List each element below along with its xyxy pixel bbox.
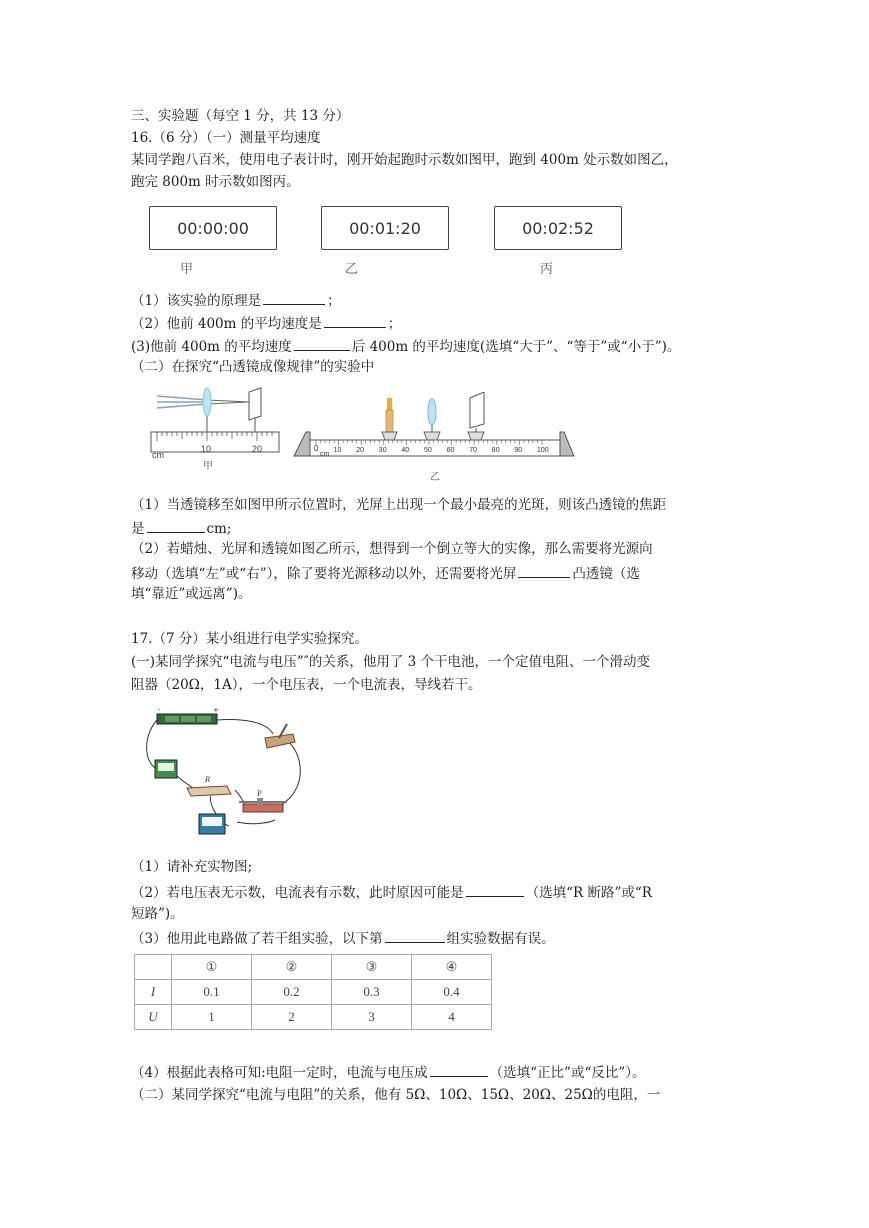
answer-blank[interactable] [263, 290, 325, 305]
q16-p1-end: ； [327, 293, 341, 309]
q17-c2-text: （2）若电压表无示数，电流表有示数，此时原因可能是 [131, 885, 464, 901]
light-ray [157, 396, 207, 400]
answer-blank[interactable] [147, 518, 205, 533]
timer-yi: 00:01:20 [321, 206, 449, 250]
q17-c3-text: （3）他用此电路做了若干组实验，以下第 [131, 931, 383, 947]
q17-c1: （1）请补充实物图; [131, 859, 253, 875]
q16-l1: （1）当透镜移至如图甲所示位置时，光屏上出现一个最小最亮的光斑，则该凸透镜的焦距 [131, 497, 667, 513]
q17-c3-end: 组实验数据有误。 [446, 931, 555, 947]
answer-blank[interactable] [430, 1062, 488, 1077]
screen-holder [468, 432, 484, 440]
bench-tick-label: 50 [424, 447, 432, 454]
bench-tick-label: 90 [514, 447, 523, 454]
q16-p1-text: （1）该实验的原理是 [131, 293, 262, 309]
bench-tick-label: 30 [378, 447, 387, 454]
bench-unit: cm [320, 451, 330, 458]
table-row [135, 1005, 492, 1030]
q17-intro-1: (一)某同学探究“电流与电压”″的关系，他用了 3 个干电池，一个定值电阻、一个滑动变 [131, 654, 651, 670]
bench-tick-label: 60 [446, 447, 455, 454]
table-cell: 0.1 [172, 980, 252, 1005]
wire [275, 742, 300, 808]
table-cell: 2 [252, 1005, 332, 1030]
slider-label: P [257, 790, 262, 798]
wire [237, 820, 275, 824]
bench-tick-label: 10 [333, 447, 342, 454]
q17-intro-2: 阻器（20Ω，1A），一个电压表，一个电流表，导线若干。 [131, 677, 482, 693]
q16-p3-end: 后 400m 的平均速度(选填“大于”、“等于”或“小于”)。 [351, 339, 681, 355]
voltmeter-dial [158, 763, 174, 771]
bench-zero: 0 [314, 444, 319, 453]
q16-part2: （二）在探究“凸透镜成像规律”的实验中 [131, 359, 375, 375]
table-cell: 1 [172, 1005, 252, 1030]
optical-bench-figure [290, 392, 575, 484]
bench-tick-label: 40 [401, 447, 410, 454]
ruler-unit: cm [152, 450, 164, 460]
q16-l2b [131, 563, 640, 583]
timer-label-bing: 丙 [540, 262, 554, 277]
candle-holder [382, 432, 397, 440]
q16-p3 [131, 336, 680, 356]
q16-p3-text: (3)他前 400m 的平均速度 [131, 339, 292, 355]
candle-flame [387, 398, 392, 410]
battery-cell [181, 716, 195, 722]
q16-l1-end: cm; [206, 521, 232, 537]
table-cell: 0.4 [412, 980, 492, 1005]
ruler-tick-label: 20 [252, 444, 263, 454]
answer-blank[interactable] [518, 563, 570, 578]
rheostat-slider [257, 798, 263, 806]
convex-lens [428, 399, 436, 425]
section-title: 三、实验题（每空 1 分，共 13 分） [131, 108, 350, 124]
answer-blank[interactable] [385, 928, 445, 943]
light-ray [207, 400, 249, 402]
table-cell: 3 [332, 1005, 412, 1030]
q17-part2: （二）某同学探究“电流与电阻”的关系，他有 5Ω、10Ω、15Ω、20Ω、25Ω的电阻，一 [131, 1087, 661, 1103]
timer-label-jia: 甲 [180, 262, 194, 277]
q17-c2 [131, 882, 652, 902]
figure-label: 甲 [203, 461, 213, 470]
battery-plus: + [213, 708, 219, 714]
q16-l1b [131, 518, 231, 538]
q17-c2-end: （选填“R 断路”或“R [525, 885, 652, 901]
battery-cell [165, 716, 179, 722]
table-row-name: I [135, 980, 172, 1005]
table-cell: 0.2 [252, 980, 332, 1005]
ruler-tick-label: 10 [201, 444, 212, 454]
table-cell [135, 955, 172, 980]
table-cell: ① [172, 955, 252, 980]
q16-p1 [131, 290, 341, 310]
lens-holder [424, 432, 440, 440]
figure-label: 乙 [430, 472, 440, 483]
answer-blank[interactable] [294, 336, 350, 351]
table-header-row [135, 955, 492, 980]
bench-tick-label: 100 [537, 447, 549, 454]
table-row [135, 980, 492, 1005]
circuit-figure [143, 708, 313, 840]
light-screen [470, 392, 484, 428]
bench-tick-label: 70 [469, 447, 477, 454]
q16-p2-end: ； [387, 316, 402, 332]
bench-tick-label: 80 [491, 447, 500, 454]
table-row-name: U [135, 1005, 172, 1030]
q17-c3 [131, 928, 555, 948]
light-ray [157, 404, 207, 408]
lens-figure [149, 386, 284, 470]
wire [217, 720, 273, 734]
battery-minus: - [158, 708, 161, 714]
candle [386, 410, 393, 432]
fixed-resistor [187, 786, 231, 796]
light-ray [207, 402, 249, 404]
q16-intro-2: 跑完 800m 时示数如图丙。 [131, 174, 300, 190]
timer-jia: 00:00:00 [149, 206, 277, 250]
q17-heading: 17.（7 分）某小组进行电学实验探究。 [131, 631, 368, 647]
q16-l2: （2）若蜡烛、光屏和透镜如图乙所示，想得到一个倒立等大的实像，那么需要将光源向 [131, 541, 653, 557]
q16-l2-end: 凸透镜（选 [572, 566, 640, 582]
ammeter-dial [202, 817, 222, 826]
data-table [134, 954, 492, 1030]
q17-c4 [131, 1062, 646, 1082]
table-cell: ④ [412, 955, 492, 980]
q16-l2-text: 移动（选填“左”或“右”），除了要将光源移动以外，还需要将光屏 [131, 566, 517, 582]
table-cell: 4 [412, 1005, 492, 1030]
answer-blank[interactable] [324, 313, 386, 328]
answer-blank[interactable] [466, 882, 524, 897]
light-screen [249, 388, 261, 420]
q16-heading: 16.（6 分）（一）测量平均速度 [131, 130, 321, 146]
q17-c2c: 短路”)。 [131, 906, 184, 922]
convex-lens [203, 388, 211, 416]
resistor-label: R [205, 776, 211, 784]
q17-c4-end: （选填“正比”或“反比”）。 [489, 1065, 646, 1081]
timer-label-yi: 乙 [345, 262, 359, 277]
table-cell: ② [252, 955, 332, 980]
table-cell: 0.3 [332, 980, 412, 1005]
bench-tick-label: 20 [356, 447, 364, 454]
q16-p2-text: （2）他前 400m 的平均速度是 [131, 316, 322, 332]
table-cell: ③ [332, 955, 412, 980]
q16-l1-text: 是 [131, 521, 145, 537]
q16-l2d: 填“靠近”或远离”)。 [131, 586, 252, 602]
timer-bing: 00:02:52 [494, 206, 622, 250]
q16-p2 [131, 313, 401, 333]
q17-c4-text: （4）根据此表格可知:电阻一定时，电流与电压成 [131, 1065, 428, 1081]
battery-cell [197, 716, 211, 722]
q16-intro-1: 某同学跑八百米，使用电子表计时，刚开始起跑时示数如图甲，跑到 400m 处示数如图乙， [131, 152, 678, 168]
bench-leg-right [560, 432, 574, 456]
bench-leg-left [294, 432, 310, 456]
